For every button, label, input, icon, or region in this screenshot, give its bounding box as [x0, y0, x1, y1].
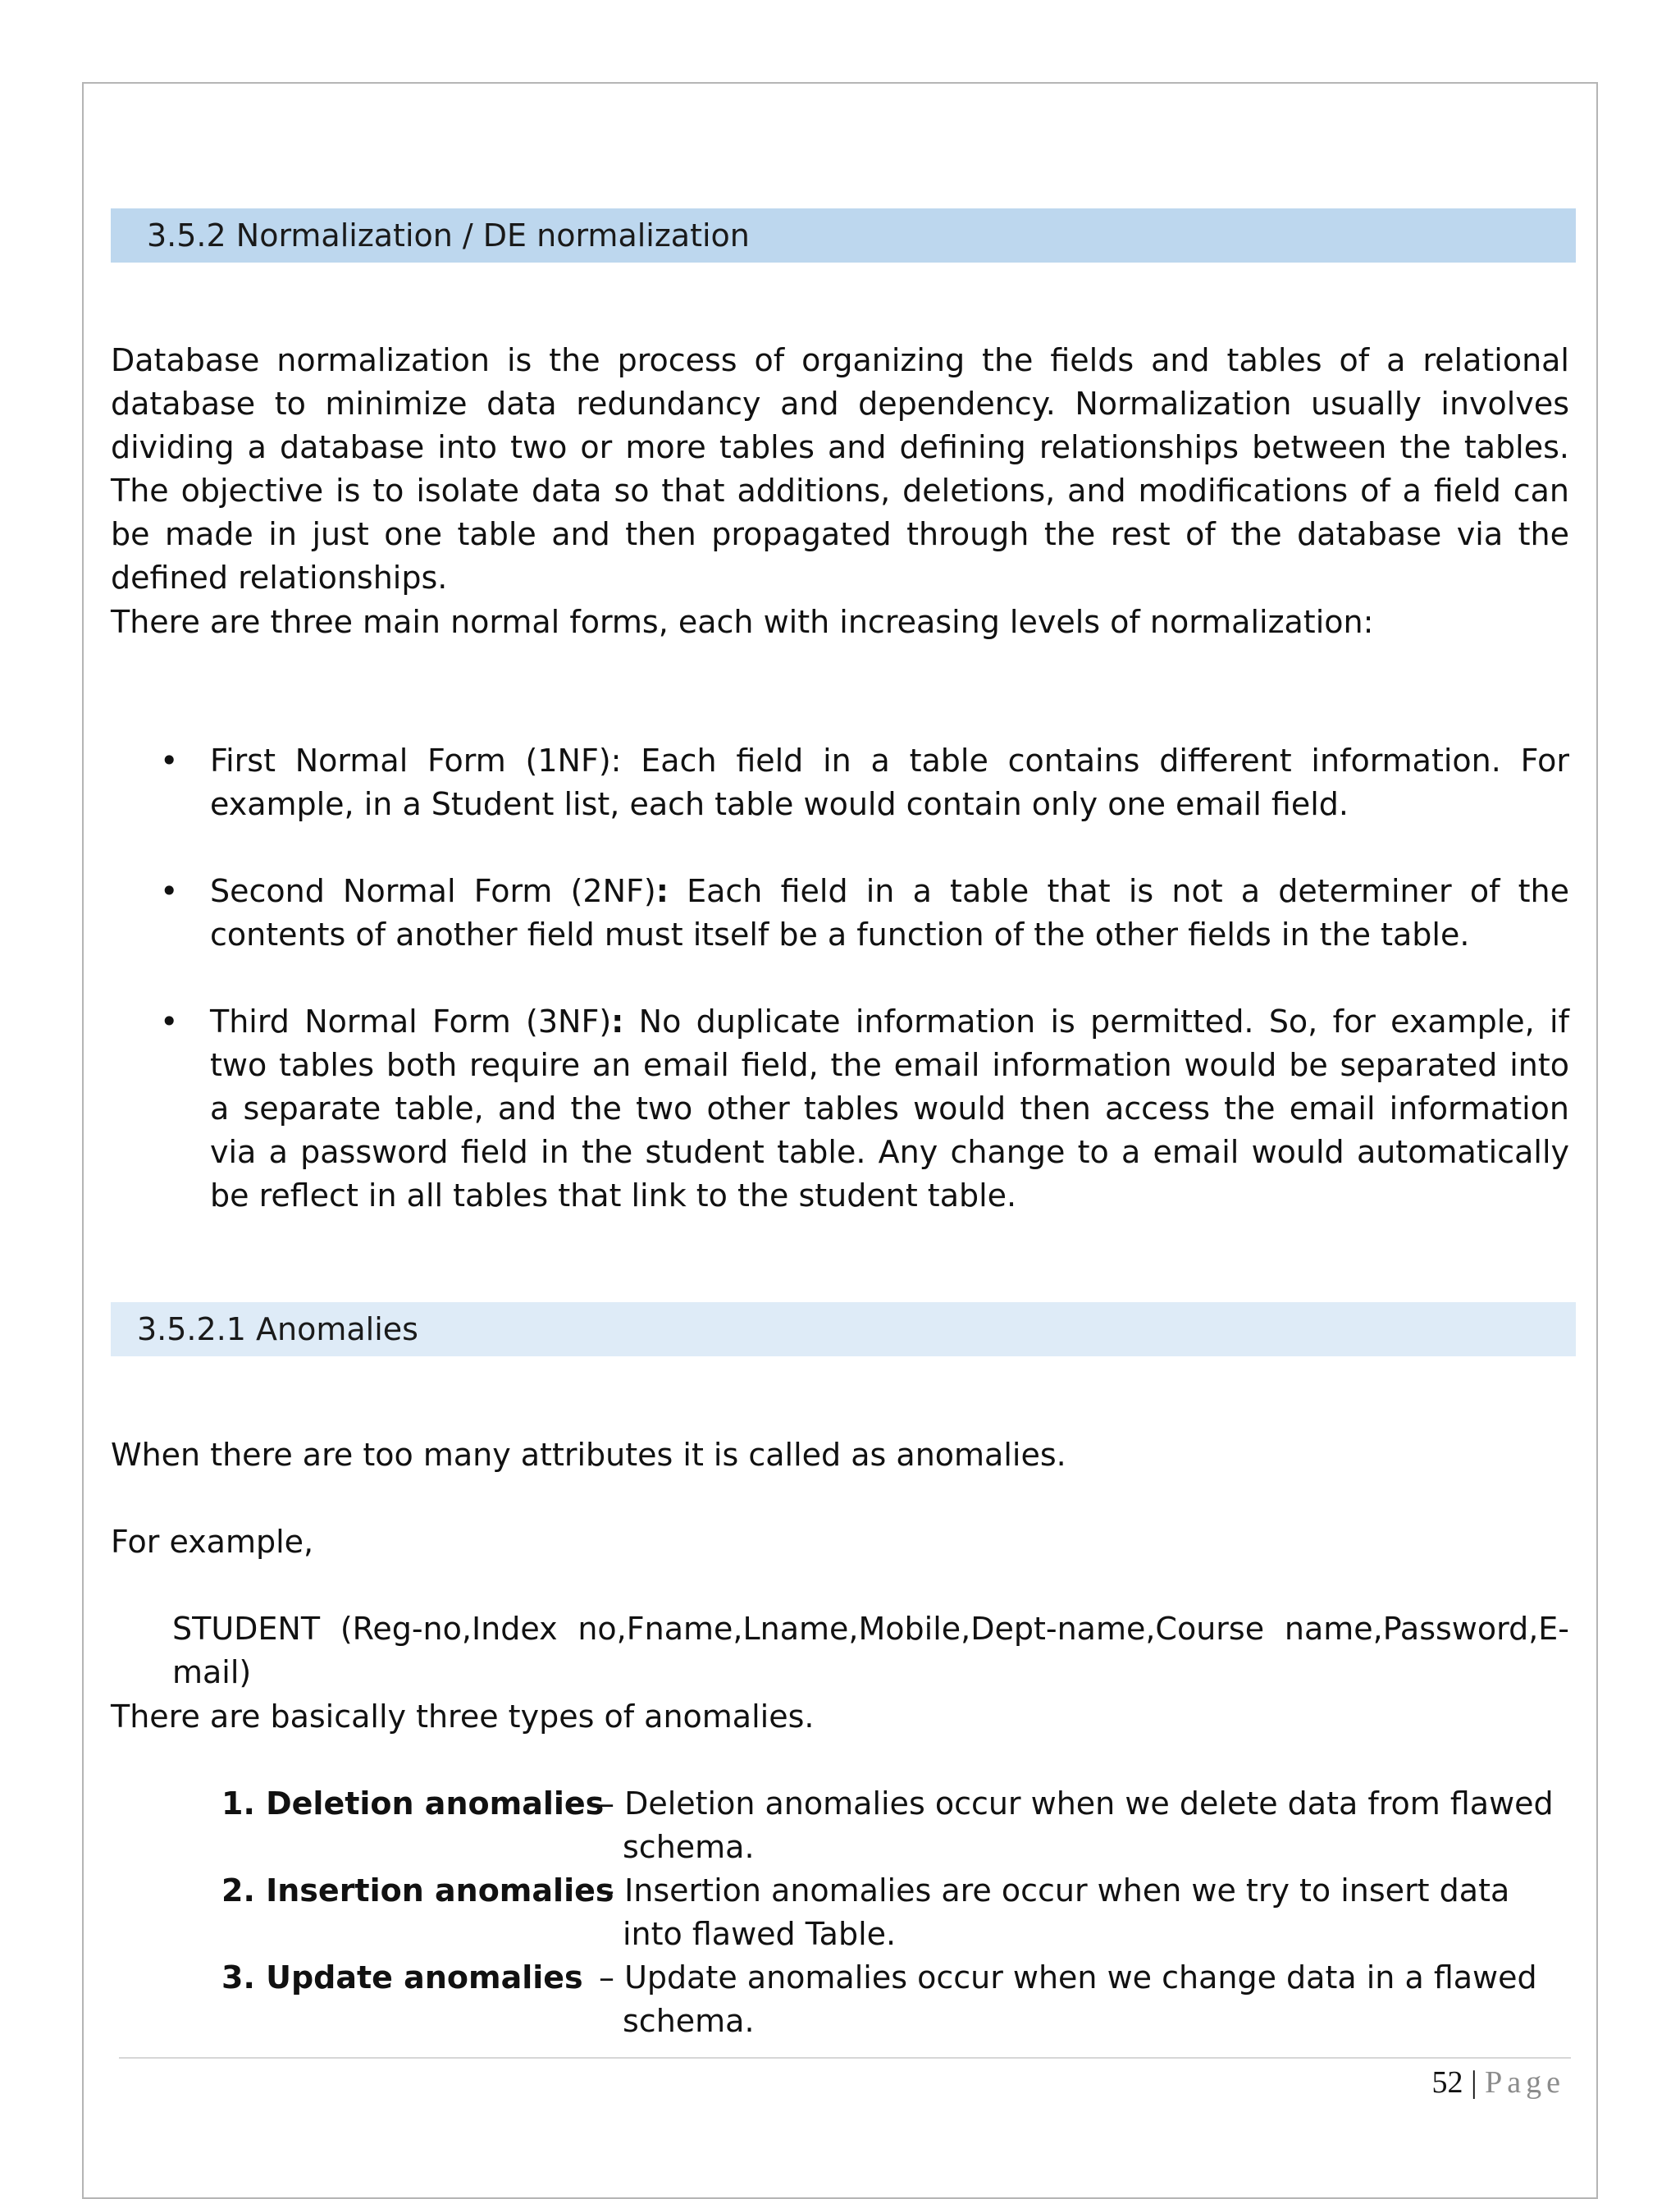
anomaly-types-intro: There are basically three types of anomalies. [111, 1698, 815, 1735]
list-item [111, 739, 1569, 826]
bullet-icon: • [160, 743, 179, 779]
page-footer [1432, 2060, 1565, 2105]
list-item [111, 1000, 1569, 1218]
section-heading: 3.5.2 Normalization / DE normalization [111, 208, 1576, 263]
form-colon: : [611, 1003, 624, 1040]
bullet-icon: • [160, 873, 179, 909]
anomalies-intro: When there are too many attributes it is called as anomalies. [111, 1437, 1066, 1473]
form-colon: : [655, 873, 669, 909]
form-text: Each field in a table contains different information. For example, in a Student list, each table would contain only one email field. [210, 743, 1569, 822]
anomaly-description: – Insertion anomalies are occur when we try to insert data into flawed Table. [599, 1872, 1510, 1952]
list-item [221, 1869, 1569, 1956]
subsection-heading: 3.5.2.1 Anomalies [111, 1302, 1576, 1356]
page-word: Page [1485, 2065, 1565, 2100]
normal-forms-intro: There are three main normal forms, each with increasing levels of normalization: [111, 604, 1374, 640]
form-label: First Normal Form (1NF): [210, 743, 622, 779]
footer-separator: | [1471, 2065, 1477, 2100]
bullet-icon: • [160, 1003, 179, 1040]
anomaly-list [221, 1782, 1569, 2043]
anomaly-label: 3. Update anomalies [221, 1959, 583, 1996]
anomaly-description: – Update anomalies occur when we change data in a flawed schema. [599, 1959, 1537, 2039]
example-label: For example, [111, 1524, 314, 1560]
anomaly-label: 2. Insertion anomalies [221, 1872, 614, 1909]
list-item [111, 870, 1569, 957]
footer-divider [119, 2057, 1571, 2059]
list-item [221, 1782, 1569, 1869]
page-number: 52 [1431, 2065, 1463, 2100]
normal-forms-list [111, 739, 1569, 1261]
normalization-intro-paragraph: Database normalization is the process of organizing the fields and tables of a relational database to minimize data redundancy and dependency. Normalization usually involves dividing a database into two or more tables and defining relationships between the tables. The objective is to isolate data so that additions, deletions, and modifications of a field can be made in just one table and then propagated through the rest of the database via the defined relationships. [111, 342, 1569, 596]
form-text: No duplicate information is permitted. So, for example, if two tables both require an email field, the email information would be separated into a separate table, and the two other tables would then access the email information via a password field in the student table. Any change to a email would automatically be reflect in all tables that link to the student table. [210, 1003, 1569, 1214]
anomaly-label: 1. Deletion anomalies [221, 1785, 605, 1822]
student-schema: STUDENT (Reg-no,Index no,Fname,Lname,Mobile,Dept-name,Course name,Password,E-mail) [172, 1611, 1569, 1690]
anomaly-description: – Deletion anomalies occur when we delete data from flawed schema. [599, 1785, 1554, 1865]
form-text: Each field in a table that is not a determiner of the contents of another field must itself be a function of the other fields in the table. [210, 873, 1569, 953]
form-label: Third Normal Form (3NF) [210, 1003, 612, 1040]
form-label: Second Normal Form (2NF) [210, 873, 656, 909]
list-item [221, 1956, 1569, 2043]
